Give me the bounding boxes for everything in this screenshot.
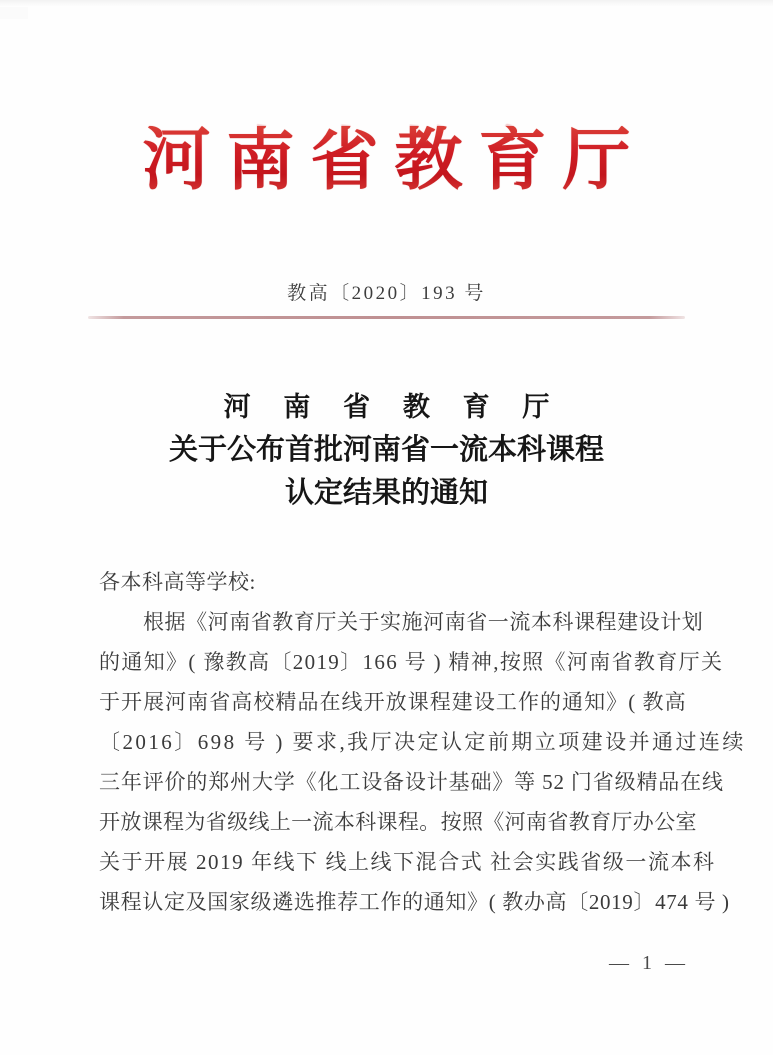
- masthead: [0, 122, 773, 198]
- body-line: 三年评价的郑州大学《化工设备设计基础》等 52 门省级精品在线: [99, 770, 724, 794]
- body-line: 于开展河南省高校精品在线开放课程建设工作的通知》( 教高: [99, 690, 687, 714]
- document-title-line-1: 河 南 省 教 育 厅: [223, 392, 563, 422]
- salutation: 各本科高等学校:: [99, 570, 256, 594]
- page-number: — 1 —: [609, 952, 689, 974]
- document-body: [99, 562, 746, 922]
- body-line: 课程认定及国家级遴选推荐工作的通知》( 教办高〔2019〕474 号 ): [99, 890, 730, 914]
- scan-edge-corner: [0, 7, 28, 19]
- body-line: 根据《河南省教育厅关于实施河南省一流本科课程建设计划: [143, 610, 704, 634]
- body-line: 〔2016〕698 号 ) 要求,我厅决定认定前期立项建设并通过连续: [99, 730, 746, 754]
- body-line: 关于开展 2019 年线下 线上线下混合式 社会实践省级一流本科: [99, 850, 716, 874]
- document-title-block: [0, 386, 773, 515]
- scan-edge-band: [0, 0, 773, 7]
- red-separator-rule: [88, 316, 685, 319]
- document-title-line-3: 认定结果的通知: [284, 477, 488, 509]
- body-line: 的通知》( 豫教高〔2019〕166 号 ) 精神,按照《河南省教育厅关: [99, 650, 724, 674]
- document-title-line-2: 关于公布首批河南省一流本科课程: [168, 434, 604, 466]
- document-serial-number: 教高〔2020〕193 号: [287, 283, 486, 304]
- issuing-authority-title: 河南省教育厅: [126, 126, 646, 194]
- body-line: 开放课程为省级线上一流本科课程。按照《河南省教育厅办公室: [99, 810, 697, 834]
